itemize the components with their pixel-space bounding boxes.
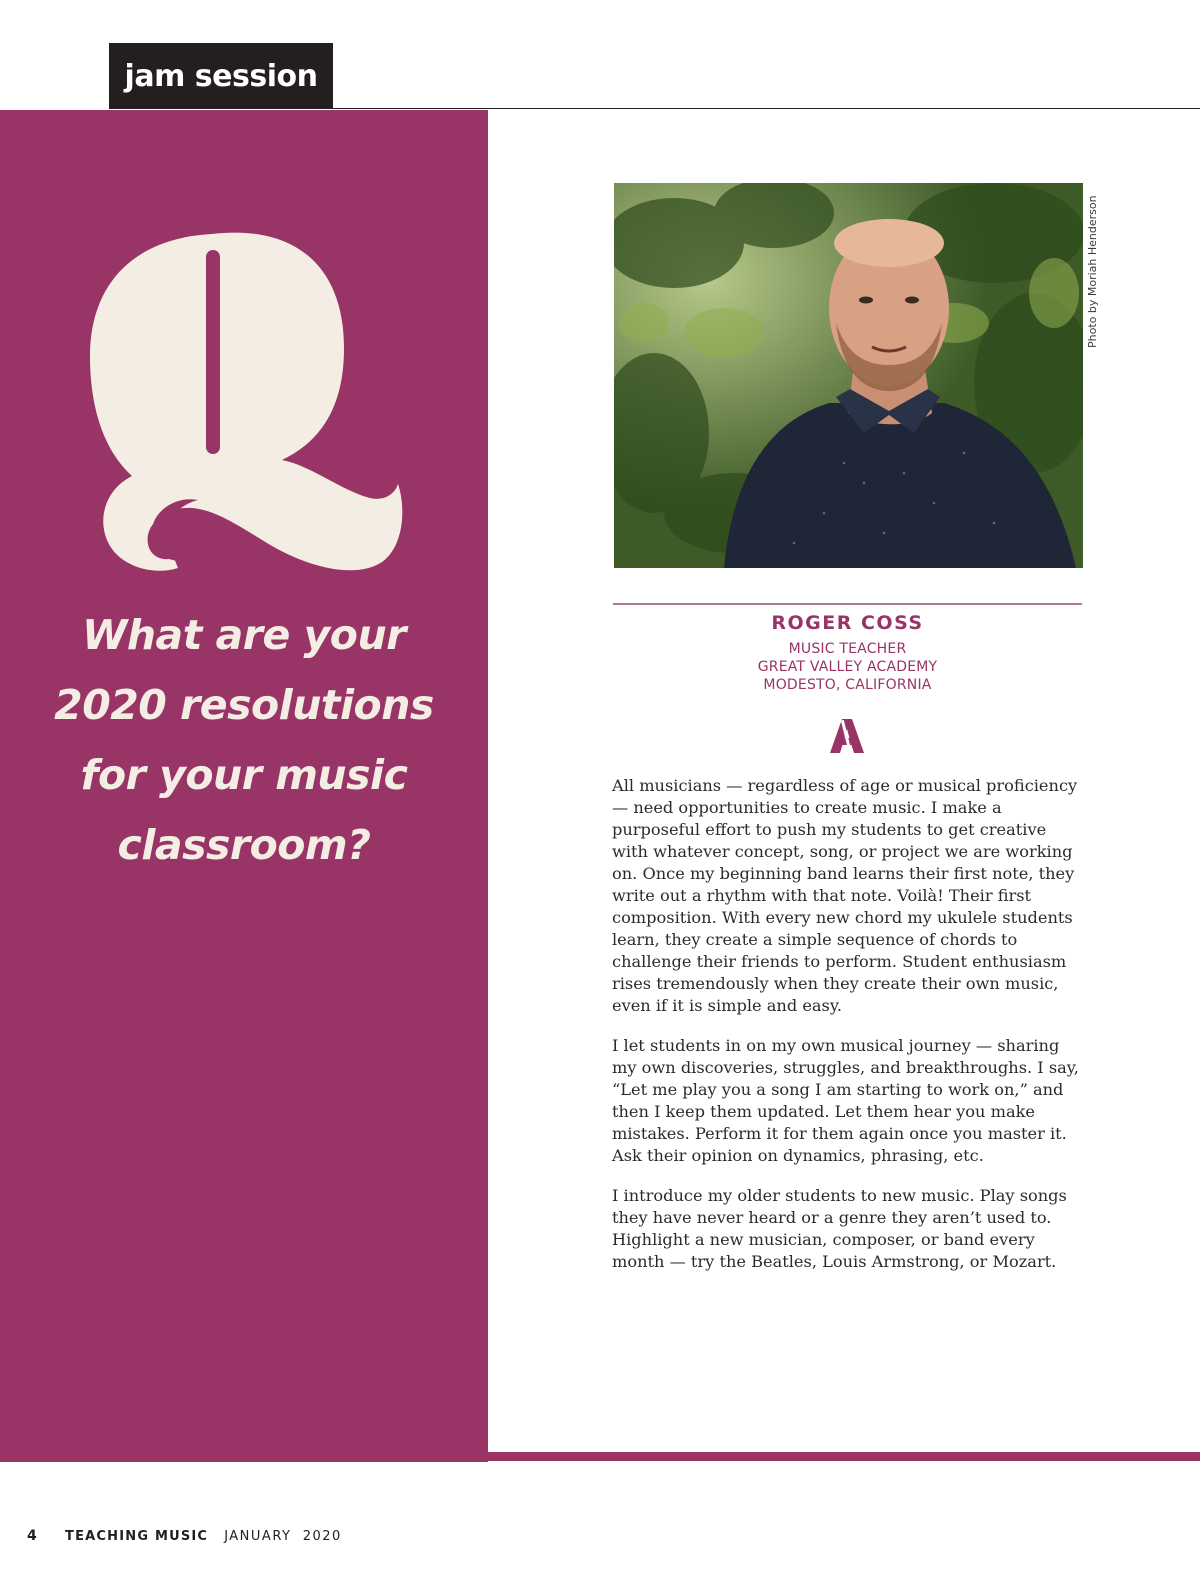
person-info <box>613 612 1082 694</box>
q-letter-icon <box>82 228 408 573</box>
name-divider <box>613 603 1082 605</box>
portrait-illustration <box>614 183 1083 568</box>
person-name: ROGER COSS <box>771 612 924 634</box>
page-number: 4 <box>27 1528 37 1544</box>
section-tab <box>109 43 333 109</box>
answer-paragraph: I let students in on my own musical journey — sharing my own discoveries, struggles, and breakthroughs. I say, “Let me play you a song I am starting to work on,” and then I keep them updated. Let them hear you make mistakes. Perform it for them again once you master it. Ask their opinion on dynamics, phrasing, etc. <box>612 1036 1079 1165</box>
answer-paragraph: I introduce my older students to new music. Play songs they have never heard or a genre they aren’t used to. Highlight a new musician, composer, or band every month — try the Beatles, Louis Armstrong, or Mozart. <box>612 1186 1067 1271</box>
person-title: MUSIC TEACHER <box>788 641 907 657</box>
page-footer <box>27 1526 342 1546</box>
issue-date: JANUARY 2020 <box>224 1528 342 1544</box>
question-text: What are your 2020 resolutions for your music classroom? <box>54 611 434 869</box>
portrait-photo <box>614 183 1083 568</box>
a-letter-icon <box>829 719 865 753</box>
person-school: GREAT VALLEY ACADEMY <box>757 659 938 675</box>
person-location: MODESTO, CALIFORNIA <box>763 677 932 693</box>
top-divider <box>333 108 1200 109</box>
bottom-divider <box>488 1452 1200 1461</box>
answer-paragraph: All musicians — regardless of age or musical proficiency — need opportunities to create music. I make a purposeful effort to push my students to get creative with whatever concept, song, or project we are working on. Once my beginning band learns their first note, they write out a rhythm with that note. Voilà! Their first composition. With every new chord my ukulele students learn, they create a simple sequence of chords to challenge their friends to perform. Student enthusiasm rises tremendously when they create their own music, even if it is simple and easy. <box>612 776 1078 1015</box>
section-label: jam session <box>124 58 318 94</box>
answer-body <box>612 775 1084 1291</box>
photo-credit: Photo by Moriah Henderson <box>1086 195 1099 348</box>
magazine-name: TEACHING MUSIC <box>65 1528 209 1544</box>
